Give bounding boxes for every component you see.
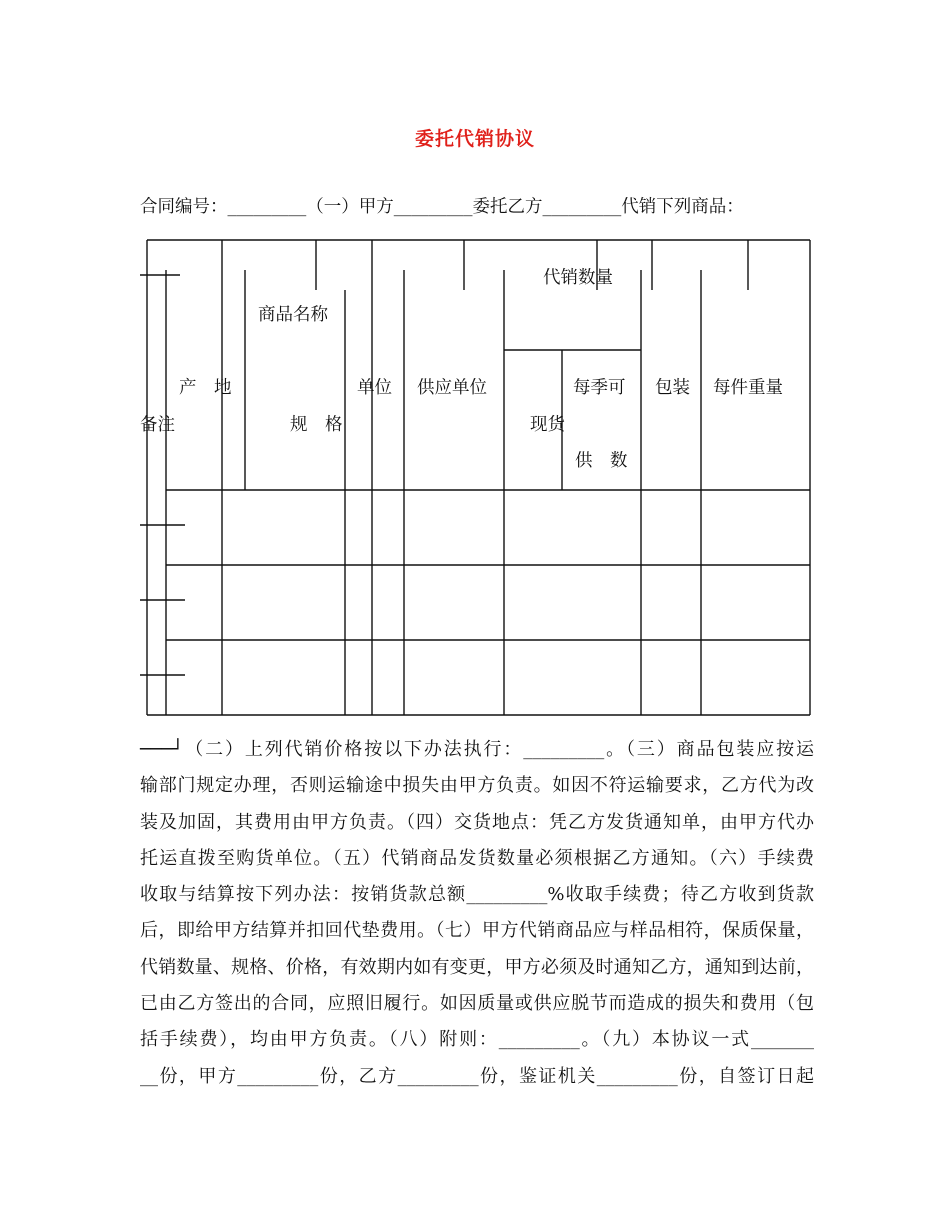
agreement-body <box>140 732 814 1095</box>
table-label-remarks: 备注 <box>140 415 175 435</box>
table-label-supplier: 供应单位 <box>417 378 487 398</box>
table-label-product-name: 商品名称 <box>258 305 328 325</box>
body-line: __份，甲方_________份，乙方_________份，鉴证机关_________份，自签订日起 <box>140 1065 814 1087</box>
body-line: 输部门规定办理，否则运输途中损失由甲方负责。如因不符运输要求，乙方代为改 <box>140 775 814 797</box>
table-label-stock: 现货 <box>530 415 565 435</box>
body-line: 收取与结算按下列办法：按销货款总额_________%收取手续费；待乙方收到货款 <box>140 884 814 906</box>
body-line: 托运直拨至购货单位。（五）代销商品发货数量必须根据乙方通知。（六）手续费 <box>140 847 814 869</box>
table-label-supply: 供 数 <box>575 451 628 471</box>
contract-header-line: 合同编号：_________（一）甲方_________委托乙方_________代销下列商品： <box>140 197 744 217</box>
body-line: 括手续费），均由甲方负责。（八）附则：_________。（九）本协议一式_______ <box>140 1029 814 1051</box>
table-label-unit-weight: 每件重量 <box>713 378 783 398</box>
document-title: 委托代销协议 <box>414 128 535 150</box>
table-label-spec: 规 格 <box>290 415 343 435</box>
body-line: 后，即给甲方结算并扣回代垫费用。（七）甲方代销商品应与样品相符，保质保量， <box>140 920 814 942</box>
table-label-quantity: 代销数量 <box>543 268 613 288</box>
table-label-packaging: 包装 <box>655 378 690 398</box>
body-line: 代销数量、规格、价格，有效期内如有变更，甲方必须及时通知乙方，通知到达前， <box>140 956 814 978</box>
body-line: ───┘（二）上列代销价格按以下办法执行：_________。（三）商品包装应按运 <box>140 739 814 760</box>
body-line: 装及加固，其费用由甲方负责。（四）交货地点：凭乙方发货通知单，由甲方代办 <box>140 811 814 833</box>
table-label-unit: 单位 <box>357 378 392 398</box>
body-line: 已由乙方签出的合同，应照旧履行。如因质量或供应脱节而造成的损失和费用（包 <box>140 993 814 1015</box>
table-label-seasonal: 每季可 <box>573 378 626 398</box>
table-label-origin: 产 地 <box>179 378 232 398</box>
